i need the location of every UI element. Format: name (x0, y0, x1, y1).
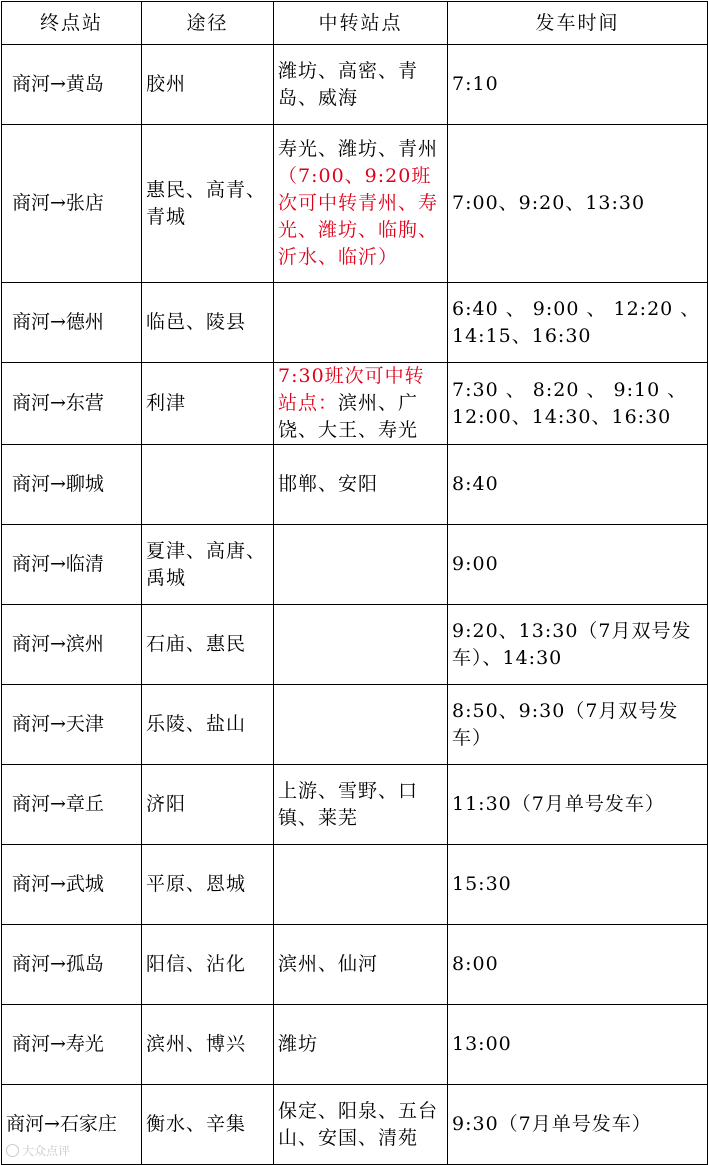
destination-cell: 商河→德州 (2, 283, 142, 363)
destination-cell: 商河→东营 (2, 363, 142, 445)
via-cell: 滨州、博兴 (142, 1005, 274, 1085)
watermark (6, 1142, 70, 1159)
times-cell: 7:30 、 8:20 、 9:10 、12:00、14:30、16:30 (448, 363, 708, 445)
header-destination: 终点站 (2, 2, 142, 45)
table-row (2, 1005, 708, 1085)
times-cell: 11:30（7月单号发车） (448, 765, 708, 845)
via-cell: 衡水、辛集 (142, 1085, 274, 1165)
via-cell: 石庙、惠民 (142, 605, 274, 685)
transfer-cell (274, 525, 448, 605)
transfer-note: （7:00、9:20班次可中转青州、寿光、潍坊、临朐、沂水、临沂） (278, 165, 439, 268)
table-row (2, 363, 708, 445)
times-cell: 8:40 (448, 445, 708, 525)
header-transfer-stations: 中转站点 (274, 2, 448, 45)
times-cell: 9:00 (448, 525, 708, 605)
via-cell: 惠民、高青、青城 (142, 125, 274, 283)
header-route: 途径 (142, 2, 274, 45)
via-cell: 平原、恩城 (142, 845, 274, 925)
destination-cell: 商河→天津 (2, 685, 142, 765)
destination-cell: 商河→临清 (2, 525, 142, 605)
transfer-cell (274, 845, 448, 925)
destination-cell: 商河→武城 (2, 845, 142, 925)
table-row (2, 925, 708, 1005)
table-row (2, 685, 708, 765)
table-row (2, 445, 708, 525)
header-departure-times: 发车时间 (448, 2, 708, 45)
transfer-cell (274, 363, 448, 445)
via-cell: 利津 (142, 363, 274, 445)
times-cell: 9:20、13:30（7月双号发车）、14:30 (448, 605, 708, 685)
times-cell: 7:10 (448, 45, 708, 125)
table-row (2, 525, 708, 605)
via-cell: 阳信、沾化 (142, 925, 274, 1005)
times-cell: 8:50、9:30（7月双号发车） (448, 685, 708, 765)
destination-cell: 商河→孤岛 (2, 925, 142, 1005)
watermark-logo-icon (6, 1144, 19, 1157)
via-cell: 济阳 (142, 765, 274, 845)
table-row (2, 283, 708, 363)
times-cell: 7:00、9:20、13:30 (448, 125, 708, 283)
transfer-cell: 潍坊、高密、青岛、威海 (274, 45, 448, 125)
destination-cell: 商河→黄岛 (2, 45, 142, 125)
times-cell: 8:00 (448, 925, 708, 1005)
via-cell: 临邑、陵县 (142, 283, 274, 363)
transfer-cell (274, 685, 448, 765)
transfer-cell (274, 125, 448, 283)
header-row (2, 2, 708, 45)
transfer-stations: 滨州、广饶、大王、寿光 (278, 392, 419, 441)
times-cell: 15:30 (448, 845, 708, 925)
via-cell: 夏津、高唐、禹城 (142, 525, 274, 605)
table-row (2, 1085, 708, 1165)
destination-cell: 商河→张店 (2, 125, 142, 283)
transfer-cell: 潍坊 (274, 1005, 448, 1085)
via-cell: 乐陵、盐山 (142, 685, 274, 765)
transfer-stations: 寿光、潍坊、青州 (278, 138, 439, 160)
destination-cell: 商河→章丘 (2, 765, 142, 845)
table-row (2, 845, 708, 925)
transfer-cell: 上游、雪野、口镇、莱芜 (274, 765, 448, 845)
destination-cell: 商河→寿光 (2, 1005, 142, 1085)
destination-cell: 商河→滨州 (2, 605, 142, 685)
transfer-cell: 保定、阳泉、五台山、安国、清苑 (274, 1085, 448, 1165)
times-cell: 13:00 (448, 1005, 708, 1085)
table-row (2, 125, 708, 283)
bus-schedule-table (1, 1, 708, 1165)
destination-cell: 商河→聊城 (2, 445, 142, 525)
transfer-cell: 滨州、仙河 (274, 925, 448, 1005)
table-row (2, 45, 708, 125)
transfer-cell: 邯郸、安阳 (274, 445, 448, 525)
times-cell: 9:30（7月单号发车） (448, 1085, 708, 1165)
via-cell (142, 445, 274, 525)
times-cell: 6:40 、 9:00 、 12:20 、14:15、16:30 (448, 283, 708, 363)
transfer-note: 7:30班次可中转站点： (278, 365, 425, 414)
transfer-cell (274, 283, 448, 363)
table-row (2, 765, 708, 845)
destination-cell: 商河→石家庄 (2, 1085, 142, 1165)
transfer-cell (274, 605, 448, 685)
via-cell: 胶州 (142, 45, 274, 125)
table-row (2, 605, 708, 685)
watermark-text: 大众点评 (22, 1144, 71, 1158)
